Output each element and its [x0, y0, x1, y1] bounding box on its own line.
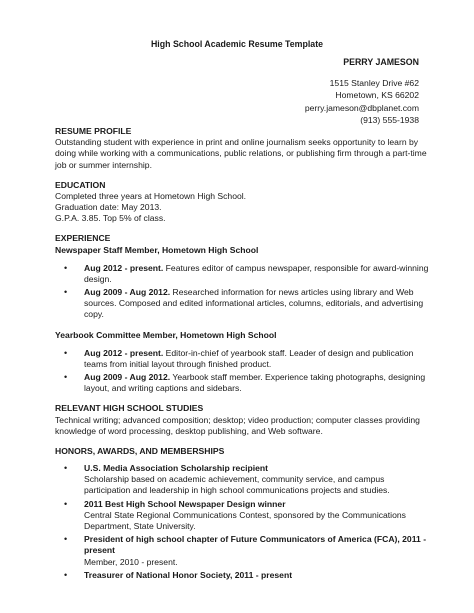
education-section — [55, 180, 430, 225]
resume-body — [55, 126, 430, 590]
honor-text: Scholarship based on academic achievement, community service, and campus participation and leadership in high school communications projects and studies. — [84, 474, 390, 496]
honor-text: Member, 2010 - present. — [84, 556, 178, 567]
document-title: High School Academic Resume Template — [150, 39, 324, 49]
job-bullets — [55, 348, 430, 395]
item-text: Yearbook staff member. Experience taking photographs, designing layout, and writing captions and sidebars. — [84, 372, 426, 394]
bullet-icon: • — [64, 372, 68, 383]
email-address: perry.jameson@dbplanet.com — [304, 102, 419, 113]
item-date: Aug 2012 - present. — [84, 262, 164, 273]
bullet-icon: • — [64, 534, 68, 545]
item-text: Features editor of campus newspaper, responsible for award-winning design. — [84, 262, 429, 284]
job-title: Yearbook Committee Member, Hometown High School — [55, 329, 277, 340]
profile-text: Outstanding student with experience in print and online journalism seeks opportunity to learn by doing while working with a communications, public relations, or publishing firm through a part-time job or summer internship. — [55, 137, 427, 170]
item-date: Aug 2009 - Aug 2012. — [84, 287, 171, 298]
bullet-icon: • — [64, 498, 68, 509]
experience-heading: EXPERIENCE — [55, 233, 111, 244]
education-heading: EDUCATION — [55, 179, 106, 190]
bullet-icon: • — [64, 463, 68, 474]
job-title: Newspaper Staff Member, Hometown High School — [55, 244, 259, 255]
phone-number: (913) 555-1938 — [360, 114, 419, 125]
contact-block — [305, 56, 419, 126]
bullet-icon: • — [64, 287, 68, 298]
honors-list — [55, 463, 430, 581]
item-date: Aug 2012 - present. — [84, 347, 164, 358]
list-item — [55, 372, 430, 394]
item-text: Researched information for news articles using library and Web sources. Composed and edited informational articles, columns, editorials, and advertising copy. — [84, 287, 424, 320]
education-line: Graduation date: May 2013. — [55, 202, 162, 213]
honor-title: Treasurer of National Honor Society, 2011 - present — [84, 569, 293, 580]
list-item — [55, 287, 430, 321]
honor-text: Central State Regional Communications Contest, sponsored by the Communications Department, State University. — [84, 509, 406, 531]
education-line: G.P.A. 3.85. Top 5% of class. — [55, 213, 166, 224]
list-item — [55, 570, 430, 581]
honors-heading: HONORS, AWARDS, AND MEMBERSHIPS — [55, 445, 225, 456]
experience-section — [55, 233, 430, 394]
bullet-icon: • — [64, 262, 68, 273]
honor-title: President of high school chapter of Future Communicators of America (FCA), 2011 - present — [84, 534, 427, 556]
list-item — [55, 499, 430, 533]
bullet-icon: • — [64, 569, 68, 580]
list-item — [55, 263, 430, 285]
applicant-name: PERRY JAMESON — [343, 57, 419, 67]
honor-title: U.S. Media Association Scholarship recipient — [84, 463, 269, 474]
profile-heading: RESUME PROFILE — [55, 126, 132, 136]
profile-section — [55, 126, 430, 171]
studies-heading: RELEVANT HIGH SCHOOL STUDIES — [55, 403, 204, 414]
list-item — [55, 534, 430, 568]
item-date: Aug 2009 - Aug 2012. — [84, 372, 171, 383]
job-bullets — [55, 263, 430, 321]
honor-title: 2011 Best High School Newspaper Design winner — [84, 498, 286, 509]
street-address: 1515 Stanley Drive #62 — [329, 78, 419, 89]
honors-section — [55, 446, 430, 581]
city-state-zip: Hometown, KS 66202 — [335, 90, 419, 101]
list-item — [55, 463, 430, 497]
bullet-icon: • — [64, 347, 68, 358]
studies-text: Technical writing; advanced composition; desktop; video production; computer classes providing knowledge of word processing, desktop publishing, and Web software. — [55, 414, 420, 436]
education-line: Completed three years at Hometown High School. — [55, 190, 247, 201]
studies-section — [55, 403, 430, 437]
item-text: Editor-in-chief of yearbook staff. Leader of design and publication teams from initial layout through finished product. — [84, 347, 414, 369]
list-item — [55, 348, 430, 370]
